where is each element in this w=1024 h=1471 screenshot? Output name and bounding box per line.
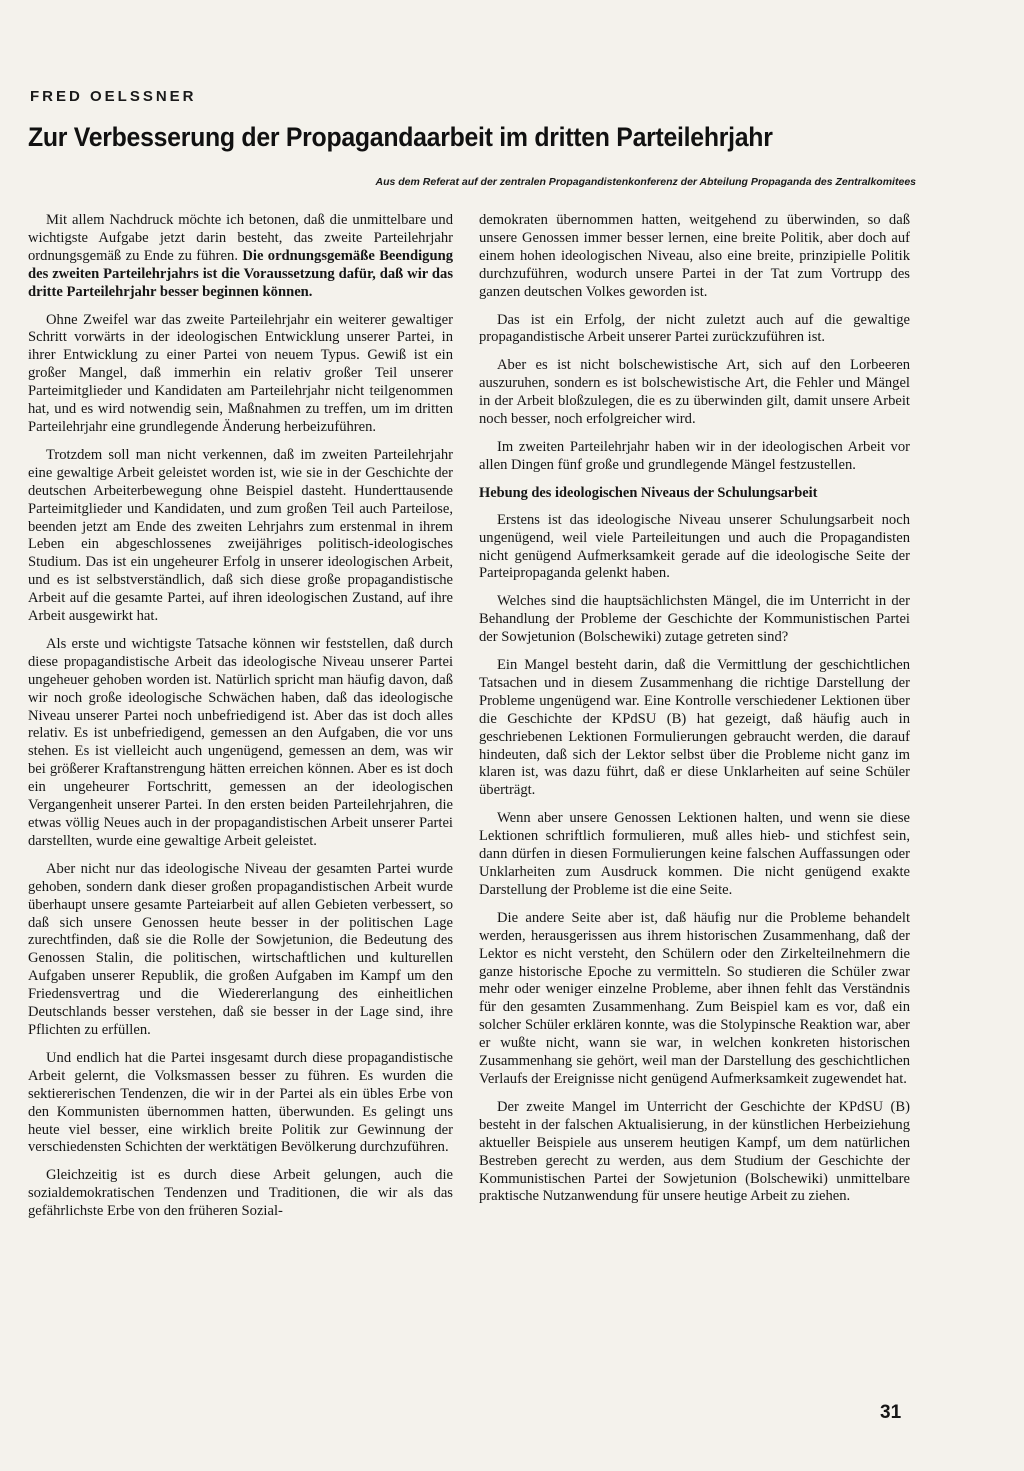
paragraph: Aber nicht nur das ideologische Niveau der gesamten Partei wurde gehoben, sondern dank dieser großen propagandistischen Arbeit wurde überhaupt unsere gesamte Parteiarbeit auf allen Gebieten verbessert, so daß sich unsere Genossen heute besser in der politischen Lage zurechtfinden, daß sie die Rolle der Sowjetunion, die Bedeutung des Genossen Stalin, die politischen, wirtschaftlichen und kulturellen Aufgaben unserer Republik, die großen Aufgaben im Kampf um den Friedensvertrag und die Wiedererlangung des einheitlichen Deutschlands besser verstehen, daß sie besser in der Lage sind, ihre Pflichten zu erfüllen. xyxy=(28,860,453,1038)
paragraph: demokraten übernommen hatten, weitgehend zu überwinden, so daß unsere Genossen immer besser lernen, eine breite Politik, aber doch auf einem hohen ideologischen Niveau, also eine breite, prinzipielle Politik durchzuführen, wodurch unsere Partei in der Tat zum Vortrupp des ganzen deutschen Volkes geworden ist. xyxy=(479,212,910,300)
article-subtitle: Aus dem Referat auf der zentralen Propagandistenkonferenz der Abteilung Propaganda des Zentralkomitees xyxy=(375,176,916,188)
paragraph: Im zweiten Parteilehrjahr haben wir in der ideologischen Arbeit vor allen Dingen fünf große und grundlegende Mängel festzustellen. xyxy=(479,438,910,473)
paragraph: Der zweite Mangel im Unterricht der Geschichte der KPdSU (B) besteht in der falschen Aktualisierung, in der künstlichen Herbeiziehung aktueller Beispiele aus unserem heutigen Kampf, um dem natürlichen Bestreben gerecht zu werden, aus dem Studium der Geschichte der Kommunistischen Partei der Sowjetunion (Bolschewiki) unmittelbare praktische Nutzanwendung für unsere heutige Arbeit zu ziehen. xyxy=(479,1098,910,1205)
paragraph: Das ist ein Erfolg, der nicht zuletzt auch auf die gewaltige propagandistische Arbeit unserer Partei zurückzuführen ist. xyxy=(479,311,910,346)
article-title: Zur Verbesserung der Propagandaarbeit im dritten Parteilehrjahr xyxy=(28,122,773,152)
paragraph: Die andere Seite aber ist, daß häufig nur die Probleme behandelt werden, herausgerissen aus ihrem historischen Zusammenhang, daß der Lektor es nicht versteht, den Schülern oder den Zirkelteilnehmern die ganze historische Epoche zu vermitteln. So studieren die Schüler zwar mehr oder weniger einzelne Probleme, aber ihnen fehlt das Verständnis für den gesamten Zusammenhang. Zum Beispiel kam es vor, daß ein solcher Schüler erklären konnte, was die Stolypinsche Reaktion war, aber er wußte nicht, wann sie war, in welchen konkreten historischen Zusammenhang sie gehört, weil man der Darstellung des geschichtlichen Verlaufs der Ereignisse nicht genügend Aufmerksamkeit zugewendet hat. xyxy=(479,909,910,1087)
right-column xyxy=(479,212,910,1216)
paragraph: Welches sind die hauptsächlichsten Mängel, die im Unterricht in der Behandlung der Probleme der Geschichte der Kommunistischen Partei der Sowjetunion (Bolschewiki) zutage getreten sind? xyxy=(479,593,910,646)
author-name: FRED OELSSNER xyxy=(30,88,197,105)
paragraph xyxy=(28,212,453,302)
paragraph: Trotzdem soll man nicht verkennen, daß im zweiten Parteilehrjahr eine gewaltige Arbeit geleistet worden ist, wie sie in der Geschichte der deutschen Arbeiterbewegung ohne Beispiel dasteht. Hunderttausende Parteimitglieder und Kandidaten, und zum großen Teil auch Parteilose, beenden jetzt am Ende des zweiten Lehrjahrs zum erstenmal in ihrem Leben ein abgeschlossenes zweijähriges politisch-ideologisches Studium. Das ist ein ungeheurer Erfolg in unserer ideologischen Arbeit, und es ist selbstverständlich, daß sich diese große propagandistische Arbeit auf die gesamte Partei, auf ihren ideologischen Zustand, auf ihre Arbeit ausgewirkt hat. xyxy=(28,446,453,625)
paragraph: Ohne Zweifel war das zweite Parteilehrjahr ein weiterer gewaltiger Schritt vorwärts in der ideologischen Entwicklung unserer Partei, in ihrer Entwicklung zu einer Partei von neuem Typus. Gewiß ist ein großer Mangel, daß immerhin ein relativ großer Teil unserer Parteimitglieder und Kandidaten am Parteilehrjahr nicht teilgenommen hat, und es wird notwendig sein, Maßnahmen zu treffen, um im dritten Parteilehrjahr eine grundlegende Änderung herbeizuführen. xyxy=(28,311,453,435)
paragraph-text: Mit allem Nachdruck möchte ich betonen, daß die unmittelbare und wichtigste Aufgabe jetzt darin besteht, das zweite Parteilehrjahr ordnungsgemäß zu Ende zu führen. xyxy=(28,212,453,264)
paragraph: Aber es ist nicht bolschewistische Art, sich auf den Lorbeeren auszuruhen, sondern es ist bolschewistische Art, die Fehler und Mängel in der Arbeit bloßzulegen, die es zu überwinden gilt, damit unsere Arbeit noch besser, noch erfolgreicher wird. xyxy=(479,357,910,428)
paragraph: Als erste und wichtigste Tatsache können wir feststellen, daß durch diese propagandistische Arbeit das ideologische Niveau unserer Partei ungeheuer gehoben worden ist. Natürlich spricht man häufig davon, daß wir noch große ideologische Schwächen haben, daß das ideologische Niveau unserer Partei noch unbefriedigend ist. Aber das ist doch alles relativ. Es ist unbefriedigend, gemessen an den Aufgaben, die vor uns stehen. Es ist vielleicht auch ungenügend, gemessen an dem, was wir bei größerer Kraftanstrengung hätten erreichen können. Aber es ist doch ein ungeheurer Fortschritt, gemessen an der ideologischen Vergangenheit unserer Partei. In den ersten beiden Parteilehrjahren, die etwas völlig Neues auch in der propagandistischen Arbeit unserer Partei darstellten, wurde eine gewaltige Arbeit geleistet. xyxy=(28,635,453,849)
page-number: 31 xyxy=(880,1402,902,1423)
paragraph: Wenn aber unsere Genossen Lektionen halten, und wenn sie diese Lektionen schriftlich formulieren, muß alles hieb- und stichfest sein, dann dürfen in diesen Formulierungen keine falschen Auffassungen oder Unklarheiten zum Ausdruck kommen. Die nicht genügend exakte Darstellung der Probleme ist die eine Seite. xyxy=(479,810,910,898)
paragraph: Und endlich hat die Partei insgesamt durch diese propagandistische Arbeit gelernt, die Volksmassen besser zu führen. Es wurden die sektiererischen Tendenzen, die wir in der Partei als ein übles Erbe von den Kommunisten übernommen hatten, überwunden. Es gelingt uns heute viel besser, eine wirklich breite Politik zur Gewinnung der verschiedensten Schichten der werktätigen Bevölkerung durchzuführen. xyxy=(28,1049,453,1156)
paragraph: Ein Mangel besteht darin, daß die Vermittlung der geschichtlichen Tatsachen und in diesem Zusammenhang die richtige Darstellung der Probleme ungenügend war. Eine Kontrolle verschiedener Lektionen über die Geschichte der KPdSU (B) hat gezeigt, daß häufig auch in geschriebenen Lektionen Formulierungen gebraucht werden, die darauf hindeuten, daß sich der Lektor selbst über die Probleme nicht ganz im klaren ist, was dazu führt, daß er diese Unklarheiten auf seine Schüler überträgt. xyxy=(479,657,910,799)
left-column xyxy=(28,212,453,1231)
paragraph: Erstens ist das ideologische Niveau unserer Schulungsarbeit noch ungenügend, weil viele Parteileitungen und auch die Propagandisten nicht genügend Aufmerksamkeit gerade auf die ideologische Seite der Parteipropaganda gelenkt haben. xyxy=(479,511,910,582)
paragraph-bold-text: Die ordnungsgemäße Beendigung des zweiten Parteilehrjahrs ist die Voraussetzung dafür, daß wir das dritte Parteilehrjahr besser beginnen können. xyxy=(28,247,453,300)
section-heading: Hebung des ideologischen Niveaus der Schulungsarbeit xyxy=(479,484,818,501)
paragraph: Gleichzeitig ist es durch diese Arbeit gelungen, auch die sozialdemokratischen Tendenzen und Traditionen, die wir als das gefährlichste Erbe von den früheren Sozial- xyxy=(28,1167,453,1220)
